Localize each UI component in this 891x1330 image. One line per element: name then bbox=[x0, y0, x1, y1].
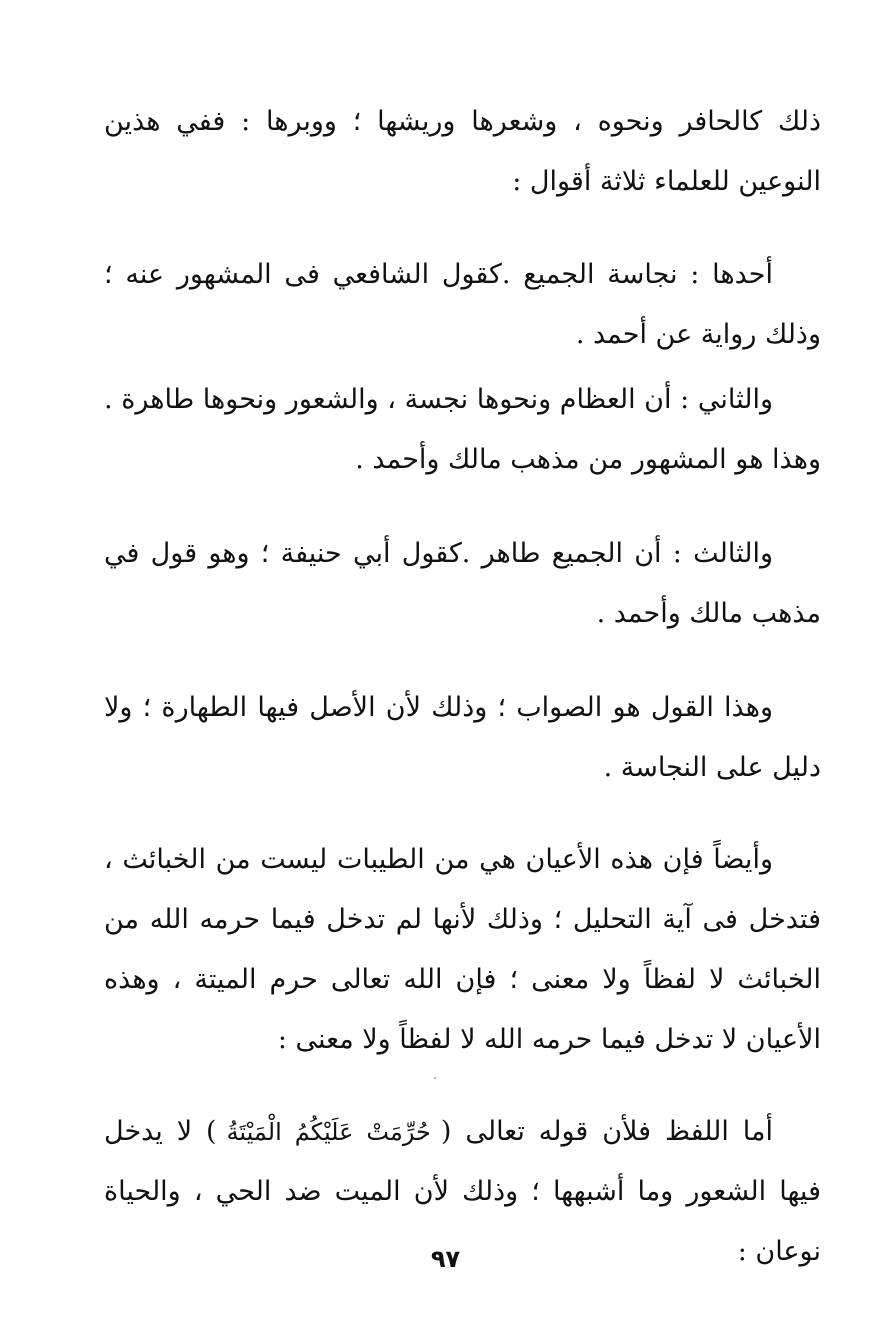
paragraph-2: أحدها : نجاسة الجميع .كقول الشافعي فى المشهور عنه ؛ وذلك رواية عن أحمد . bbox=[104, 259, 821, 350]
paragraph-1: ذلك كالحافر ونحوه ، وشعرها وريشها ؛ ووبرها : ففي هذين النوعين للعلماء ثلاثة أقوال : bbox=[104, 106, 821, 197]
paragraph-1-block bbox=[104, 92, 821, 212]
paragraph-6: وأيضاً فإن هذه الأعيان هي من الطيبات ليست من الخبائث ، فتدخل فى آية التحليل ؛ وذلك لأنها لم تدخل فيما حرمه الله من الخبائث لا لفظاً ولا معنى ؛ فإن الله تعالى حرم الميتة ، وهذه الأعيان لا تدخل فيما حرمه الله لا لفظاً ولا معنى : bbox=[104, 844, 821, 1055]
paragraph-6-block bbox=[104, 830, 821, 1070]
paragraph-5: وهذا القول هو الصواب ؛ وذلك لأن الأصل فيها الطهارة ؛ ولا دليل على النجاسة . bbox=[104, 692, 821, 783]
paragraph-4-block bbox=[104, 524, 821, 644]
quran-verse: حُرِّمَتْ عَلَيْكُمُ الْمَيْتَةُ bbox=[226, 1118, 431, 1146]
paragraph-5-block bbox=[104, 678, 821, 798]
paragraph-7-before: أما اللفظ فلأن قوله تعالى ( bbox=[440, 1116, 773, 1147]
paragraph-3: والثاني : أن العظام ونحوها نجسة ، والشعور ونحوها طاهرة . وهذا هو المشهور من مذهب مالك وأحمد . bbox=[104, 384, 821, 475]
paragraph-7-after: ) لا يدخل فيها الشعور وما أشبهها ؛ وذلك لأن الميت ضد الحي ، والحياة نوعان : bbox=[104, 1116, 821, 1267]
paragraph-3-block bbox=[104, 370, 821, 490]
print-speck bbox=[434, 1077, 436, 1079]
paragraph-2-block bbox=[104, 245, 821, 365]
page-number: ٩٧ bbox=[430, 1245, 461, 1273]
paragraph-4: والثالث : أن الجميع طاهر .كقول أبي حنيفة ؛ وهو قول في مذهب مالك وأحمد . bbox=[104, 538, 821, 629]
